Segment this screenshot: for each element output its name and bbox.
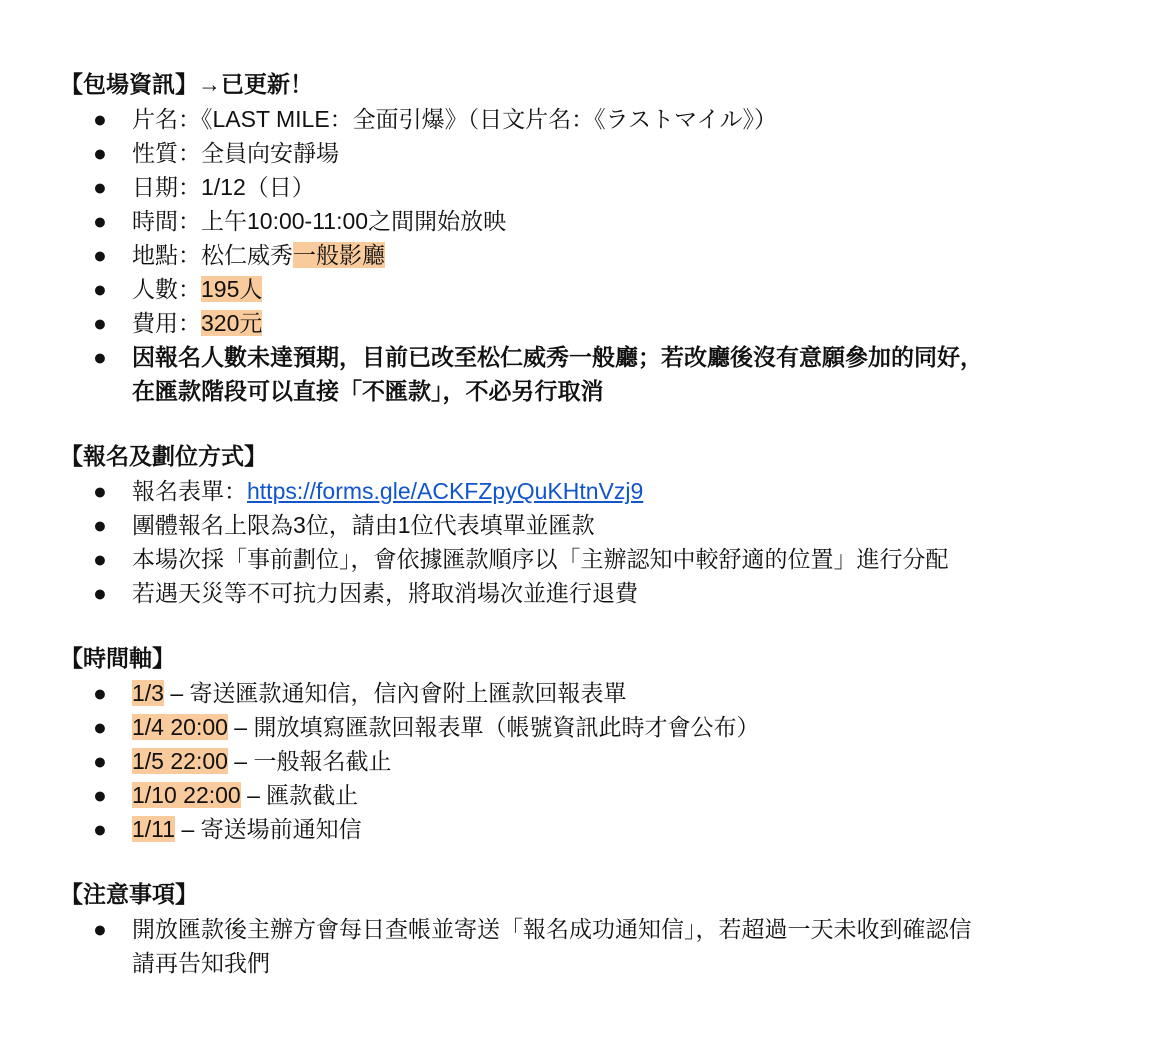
bullet-icon: ● [93, 748, 107, 774]
list-item-force-majeure [60, 576, 1130, 610]
force-majeure-text: 若遇天災等不可抗力因素，將取消場次並進行退費 [132, 580, 638, 606]
venue-prefix: 地點：松仁威秀 [132, 242, 293, 268]
note-line-2: 請再告知我們 [132, 950, 270, 976]
notes-list [60, 912, 1130, 980]
list-item-group-limit [60, 508, 1130, 542]
group-limit-text: 團體報名上限為3位，請由1位代表填單並匯款 [132, 512, 595, 538]
nature-text: 性質：全員向安靜場 [132, 140, 339, 166]
list-item-seating [60, 542, 1130, 576]
list-item-film [60, 102, 1130, 136]
count-highlight: 195人 [201, 276, 263, 302]
bullet-icon: ● [93, 546, 107, 572]
signup-list [60, 474, 1130, 610]
venue-highlight: 一般影廳 [293, 242, 385, 268]
bullet-icon: ● [93, 140, 107, 166]
timeline-list [60, 676, 1130, 846]
timeline-text: – 寄送場前通知信 [175, 816, 362, 842]
list-item-form [60, 474, 1130, 508]
count-prefix: 人數： [132, 276, 201, 302]
timeline-item [60, 710, 1130, 744]
timeline-date: 1/10 22:00 [132, 782, 241, 808]
section-screening-info [60, 66, 1130, 408]
screening-info-list [60, 102, 1130, 408]
notice-line-2: 在匯款階段可以直接「不匯款」，不必另行取消 [132, 378, 604, 404]
section-title-screening-info: 【包場資訊】→已更新！ [60, 71, 313, 97]
timeline-date: 1/5 22:00 [132, 748, 228, 774]
seating-text: 本場次採「事前劃位」，會依據匯款順序以「主辦認知中較舒適的位置」進行分配 [132, 546, 949, 572]
timeline-item [60, 676, 1130, 710]
bullet-icon: ● [93, 512, 107, 538]
list-item-venue [60, 238, 1130, 272]
section-notes [60, 876, 1130, 980]
timeline-text: – 一般報名截止 [227, 748, 392, 774]
section-title-signup: 【報名及劃位方式】 [60, 443, 267, 469]
list-item-fee [60, 306, 1130, 340]
bullet-icon: ● [93, 714, 107, 740]
section-timeline [60, 640, 1130, 846]
list-item-count [60, 272, 1130, 306]
notice-line-1: 因報名人數未達預期，目前已改至松仁威秀一般廳；若改廳後沒有意願參加的同好， [132, 344, 983, 370]
bullet-icon: ● [93, 106, 107, 132]
note-line-1: 開放匯款後主辦方會每日查帳並寄送「報名成功通知信」，若超過一天未收到確認信 [132, 916, 972, 942]
bullet-icon: ● [93, 916, 107, 942]
bullet-icon: ● [93, 276, 107, 302]
list-item-date [60, 170, 1130, 204]
bullet-icon: ● [93, 242, 107, 268]
signup-form-link[interactable]: https://forms.gle/ACKFZpyQuKHtnVzj9 [247, 478, 644, 504]
timeline-item [60, 744, 1130, 778]
timeline-text: – 開放填寫匯款回報表單（帳號資訊此時才會公布） [227, 714, 760, 740]
bullet-icon: ● [93, 310, 107, 336]
timeline-date: 1/3 [132, 680, 164, 706]
time-text: 時間：上午10:00-11:00之間開始放映 [132, 208, 507, 234]
bullet-icon: ● [93, 174, 107, 200]
list-item-time [60, 204, 1130, 238]
timeline-text: – 寄送匯款通知信，信內會附上匯款回報表單 [163, 680, 627, 706]
list-item-note [60, 912, 1130, 980]
bullet-icon: ● [93, 680, 107, 706]
list-item-notice [60, 340, 1130, 408]
film-text: 片名：《LAST MILE：全面引爆》（日文片名：《ラストマイル》） [132, 106, 778, 132]
fee-highlight: 320元 [201, 310, 263, 336]
bullet-icon: ● [93, 782, 107, 808]
timeline-text: – 匯款截止 [240, 782, 359, 808]
timeline-date: 1/4 20:00 [132, 714, 228, 740]
bullet-icon: ● [93, 344, 107, 370]
section-title-notes: 【注意事項】 [60, 881, 198, 907]
section-signup [60, 438, 1130, 610]
fee-prefix: 費用： [132, 310, 201, 336]
timeline-item [60, 778, 1130, 812]
timeline-item [60, 812, 1130, 846]
bullet-icon: ● [93, 816, 107, 842]
list-item-nature [60, 136, 1130, 170]
date-text: 日期：1/12（日） [132, 174, 315, 200]
bullet-icon: ● [93, 208, 107, 234]
section-title-timeline: 【時間軸】 [60, 645, 175, 671]
bullet-icon: ● [93, 478, 107, 504]
form-prefix: 報名表單： [132, 478, 247, 504]
timeline-date: 1/11 [132, 816, 176, 842]
bullet-icon: ● [93, 580, 107, 606]
